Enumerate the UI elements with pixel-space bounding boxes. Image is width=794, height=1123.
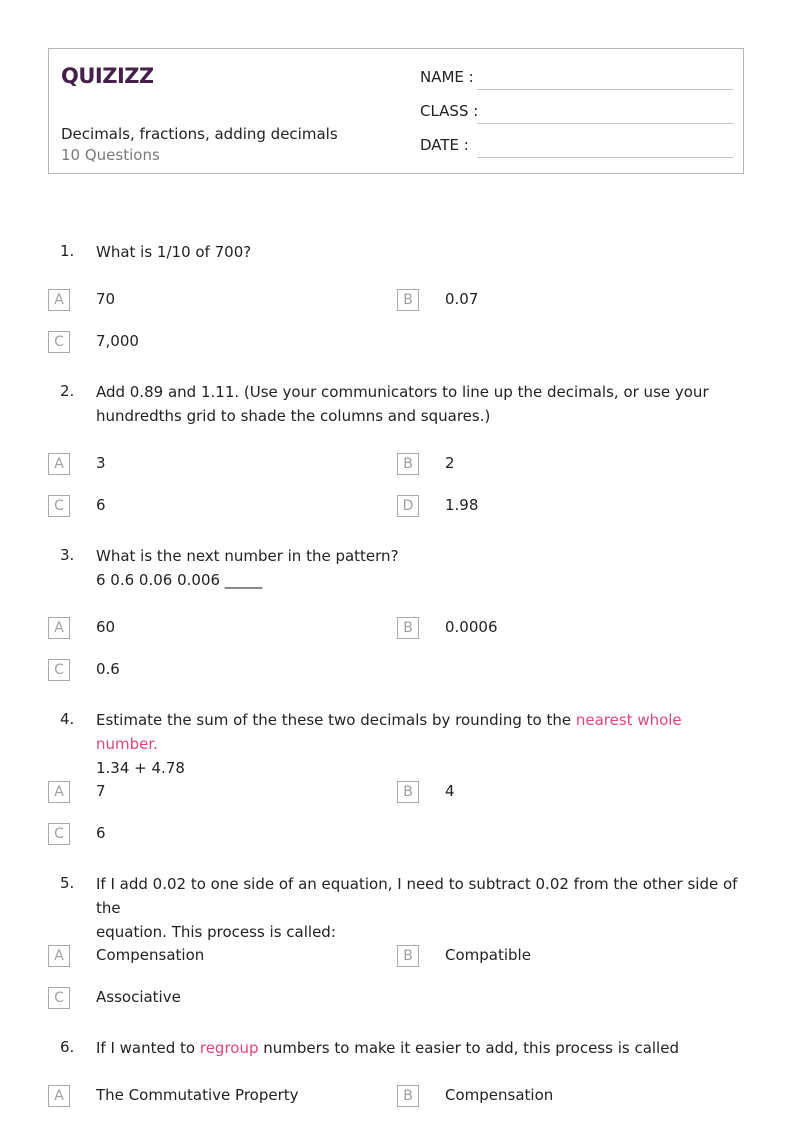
question-2-option-d[interactable] xyxy=(397,495,697,519)
option-text: 1.98 xyxy=(445,496,479,514)
question-1-text xyxy=(96,240,746,264)
name-field[interactable] xyxy=(420,68,733,92)
option-text: 6 xyxy=(96,496,106,514)
question-4-number: 4. xyxy=(60,710,75,728)
option-text: 4 xyxy=(445,782,455,800)
question-2-text xyxy=(96,380,746,428)
option-text: 0.0006 xyxy=(445,618,498,636)
option-letter-box: C xyxy=(48,331,70,353)
class-field[interactable] xyxy=(420,102,733,126)
option-letter-box: B xyxy=(397,289,419,311)
question-line: What is the next number in the pattern? xyxy=(96,547,399,565)
question-5-option-a[interactable] xyxy=(48,945,348,969)
option-letter-box: B xyxy=(397,781,419,803)
date-line[interactable] xyxy=(477,157,733,158)
question-line: 6 0.6 0.06 0.006 _____ xyxy=(96,571,263,589)
date-label: DATE : xyxy=(420,136,469,154)
option-text: 60 xyxy=(96,618,116,636)
option-letter-box: D xyxy=(397,495,419,517)
question-4-option-c[interactable] xyxy=(48,823,348,847)
option-text: 7,000 xyxy=(96,332,139,350)
option-text: Compensation xyxy=(445,1086,554,1104)
question-1-option-b[interactable] xyxy=(397,289,697,313)
question-line: 1.34 + 4.78 xyxy=(96,759,185,777)
option-letter-box: B xyxy=(397,1085,419,1107)
option-text: Associative xyxy=(96,988,181,1006)
option-letter-box: A xyxy=(48,945,70,967)
question-5-number: 5. xyxy=(60,874,75,892)
question-1-option-a[interactable] xyxy=(48,289,348,313)
option-text: 7 xyxy=(96,782,106,800)
option-text: 2 xyxy=(445,454,455,472)
question-line: Add 0.89 and 1.11. (Use your communicators to line up the decimals, or use your xyxy=(96,383,709,401)
option-text: 6 xyxy=(96,824,106,842)
question-5-option-c[interactable] xyxy=(48,987,348,1011)
option-text: 0.6 xyxy=(96,660,120,678)
option-letter-box: B xyxy=(397,617,419,639)
option-letter-box: C xyxy=(48,495,70,517)
question-text-span: If I wanted to xyxy=(96,1039,200,1057)
question-3-text xyxy=(96,544,746,592)
question-5-option-b[interactable] xyxy=(397,945,697,969)
option-letter-box: B xyxy=(397,945,419,967)
question-3-option-b[interactable] xyxy=(397,617,697,641)
option-letter-box: C xyxy=(48,987,70,1009)
option-text: 3 xyxy=(96,454,106,472)
question-line: If I add 0.02 to one side of an equation, I need to subtract 0.02 from the other side of the xyxy=(96,875,738,917)
question-2-number: 2. xyxy=(60,382,75,400)
highlighted-term: nearest whole number. xyxy=(96,711,682,753)
highlighted-term: regroup xyxy=(199,1039,259,1057)
question-2-option-c[interactable] xyxy=(48,495,348,519)
worksheet-header xyxy=(48,48,744,174)
question-line xyxy=(96,1036,746,1060)
option-letter-box: A xyxy=(48,781,70,803)
option-text: 0.07 xyxy=(445,290,479,308)
question-4-text xyxy=(96,708,746,780)
name-label: NAME : xyxy=(420,68,474,86)
question-6-number: 6. xyxy=(60,1038,75,1056)
question-2-option-b[interactable] xyxy=(397,453,697,477)
question-line: What is 1/10 of 700? xyxy=(96,243,252,261)
question-6-text xyxy=(96,1036,746,1060)
class-line[interactable] xyxy=(477,123,733,124)
name-line[interactable] xyxy=(477,89,733,90)
question-count: 10 Questions xyxy=(61,146,160,164)
worksheet-title: Decimals, fractions, adding decimals xyxy=(61,125,338,143)
option-letter-box: A xyxy=(48,289,70,311)
question-6-option-a[interactable] xyxy=(48,1085,348,1109)
option-letter-box: A xyxy=(48,617,70,639)
question-line: hundredths grid to shade the columns and squares.) xyxy=(96,407,491,425)
option-text: The Commutative Property xyxy=(96,1086,299,1104)
option-letter-box: C xyxy=(48,659,70,681)
option-letter-box: A xyxy=(48,453,70,475)
question-3-number: 3. xyxy=(60,546,75,564)
question-3-option-c[interactable] xyxy=(48,659,348,683)
option-letter-box: C xyxy=(48,823,70,845)
option-letter-box: B xyxy=(397,453,419,475)
question-line xyxy=(96,708,746,756)
question-1-number: 1. xyxy=(60,242,75,260)
svg-text:QUIZIZZ: QUIZIZZ xyxy=(61,64,153,88)
question-5-text xyxy=(96,872,746,944)
option-letter-box: A xyxy=(48,1085,70,1107)
question-4-option-b[interactable] xyxy=(397,781,697,805)
date-field[interactable] xyxy=(420,136,733,160)
option-text: Compensation xyxy=(96,946,205,964)
question-2-option-a[interactable] xyxy=(48,453,348,477)
question-text-span: Estimate the sum of the these two decimals by rounding to the xyxy=(96,711,576,729)
question-line: equation. This process is called: xyxy=(96,923,336,941)
question-6-option-b[interactable] xyxy=(397,1085,697,1109)
question-text-span: numbers to make it easier to add, this process is called xyxy=(258,1039,679,1057)
quizizz-logo xyxy=(61,61,153,93)
class-label: CLASS : xyxy=(420,102,479,120)
question-1-option-c[interactable] xyxy=(48,331,348,355)
question-4-option-a[interactable] xyxy=(48,781,348,805)
option-text: Compatible xyxy=(445,946,531,964)
question-3-option-a[interactable] xyxy=(48,617,348,641)
option-text: 70 xyxy=(96,290,116,308)
